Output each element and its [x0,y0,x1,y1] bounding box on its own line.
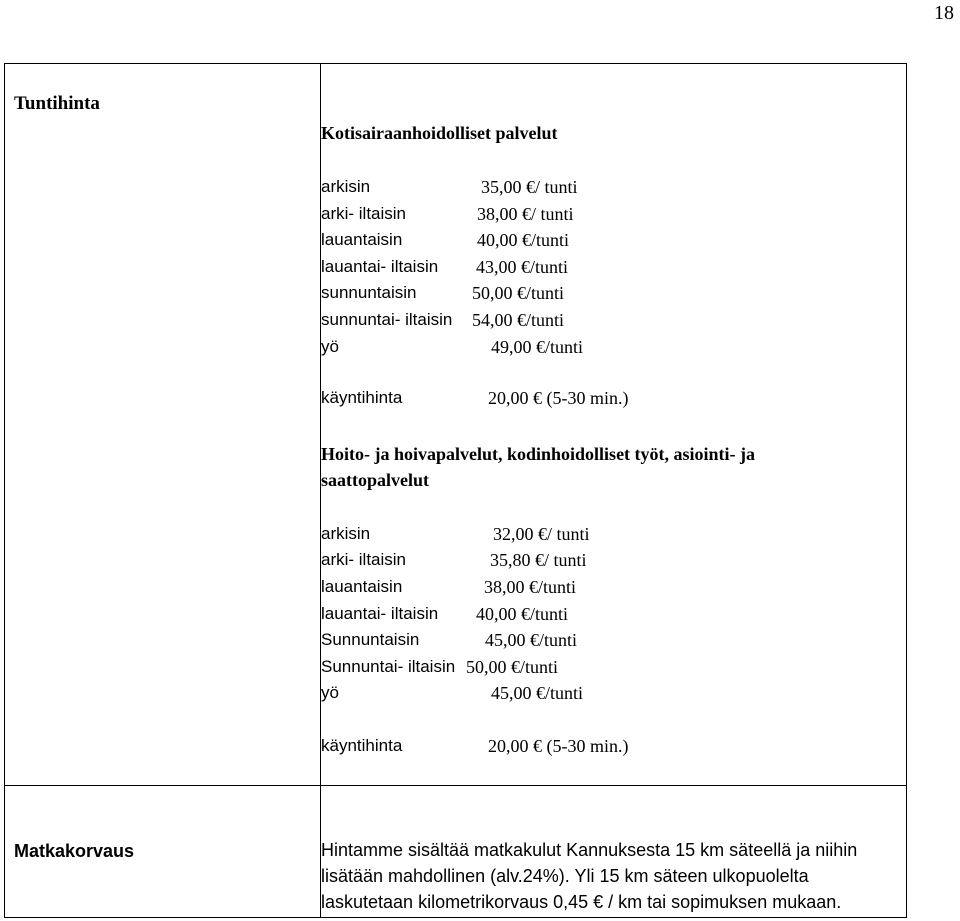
price-value: 43,00 €/tunti [476,256,569,277]
price-row [321,334,906,361]
price-row [321,254,906,281]
price-row [321,201,906,228]
price-value: 40,00 €/tunti [476,603,569,624]
visit-value: 20,00 € (5-30 min.) [488,388,629,409]
price-label: yö [321,336,339,356]
price-label: lauantai- iltaisin [321,603,439,623]
price-value: 54,00 €/tunti [472,309,565,330]
visit-label: käyntihinta [321,735,403,755]
price-row [321,547,906,574]
row-label-matkakorvaus: Matkakorvaus [14,841,135,861]
table-row-matkakorvaus [5,786,907,918]
price-row [321,601,906,628]
price-value: 49,00 €/tunti [491,336,584,357]
price-row [321,174,906,201]
label-cell [5,64,321,786]
visit-label: käyntihinta [321,388,403,408]
section-heading-hoito: Hoito- ja hoivapalvelut, kodinhoidolliset työt, asiointi- ja saattopalvelut [321,443,756,490]
price-row [321,627,906,654]
price-value: 50,00 €/tunti [472,283,565,304]
price-value: 45,00 €/tunti [491,683,584,704]
price-row [321,680,906,707]
price-label: arki- iltaisin [321,550,407,570]
price-list-hoito [321,521,906,707]
price-label: sunnuntai- iltaisin [321,309,453,329]
price-value: 32,00 €/ tunti [493,523,590,544]
label-cell [5,786,321,918]
price-value: 50,00 €/tunti [466,656,559,677]
price-label: lauantai- iltaisin [321,256,439,276]
section-heading-kotisairaanhoito: Kotisairaanhoidolliset palvelut [321,123,558,143]
pricing-table [4,63,907,918]
content-cell [321,64,907,786]
price-row [321,521,906,548]
price-value: 40,00 €/tunti [477,230,570,251]
price-value: 35,00 €/ tunti [481,177,578,197]
price-row [321,654,906,681]
price-row [321,227,906,254]
price-row [321,307,906,334]
table-row-tuntihinta [5,64,907,786]
visit-value: 20,00 € (5-30 min.) [488,735,629,756]
price-row [321,574,906,601]
price-label: sunnuntaisin [321,283,417,303]
price-label: arkisin [321,523,371,543]
matkakorvaus-text: Hintamme sisältää matkakulut Kannuksesta 15 km säteellä ja niihin lisätään mahdollinen (alv.24%). Yli 15 km säteen ulkopuolelta laskutetaan kilometrikorvaus 0,45 € / km tai sopimuksen mukaan. [321,840,858,912]
price-label: lauantaisin [321,230,403,250]
price-label: arki- iltaisin [321,203,407,223]
price-label: lauantaisin [321,576,403,596]
visit-price-row [321,385,906,412]
content-cell [321,786,907,918]
visit-price-row [321,733,906,760]
price-label: Sunnuntaisin [321,630,420,650]
price-value: 45,00 €/tunti [485,630,578,651]
price-value: 38,00 €/ tunti [477,203,574,224]
price-row [321,280,906,307]
price-list-kotisairaanhoito [321,174,906,360]
page-number: 18 [934,2,954,24]
row-label-tuntihinta: Tuntihinta [14,93,100,114]
price-label: arkisin [321,177,371,196]
price-value: 38,00 €/tunti [484,576,577,597]
price-value: 35,80 €/ tunti [490,550,587,571]
price-label: Sunnuntai- iltaisin [321,656,456,676]
price-label: yö [321,683,339,703]
